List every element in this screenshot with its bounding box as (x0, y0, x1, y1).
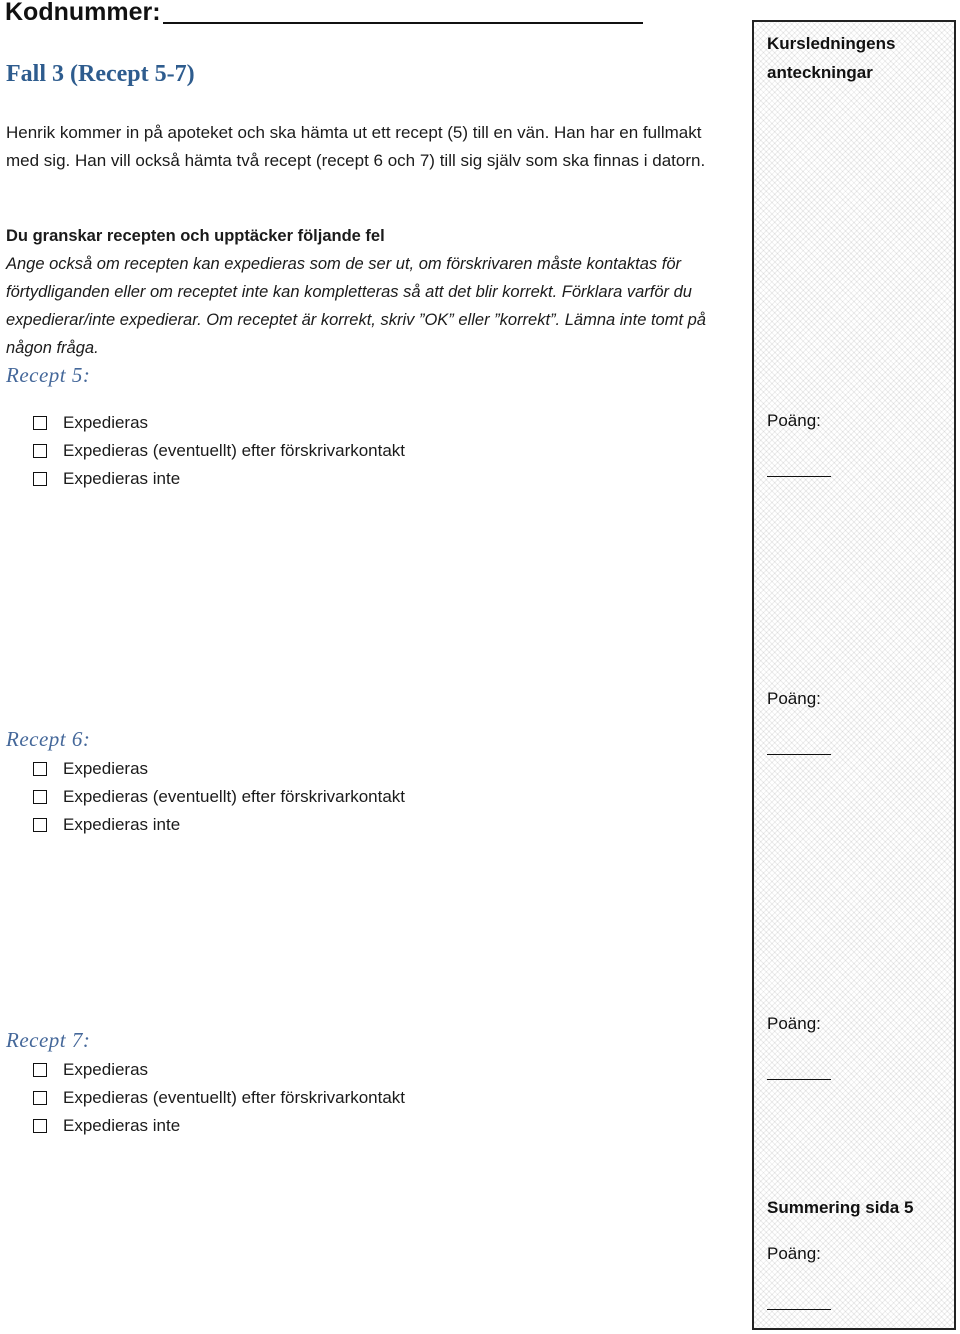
checkbox[interactable] (33, 1063, 47, 1077)
option-expedieras-inte[interactable] (33, 1112, 405, 1140)
option-label: Expedieras inte (63, 1116, 181, 1135)
option-expedieras[interactable] (33, 1056, 405, 1084)
option-expedieras-efter-kontakt[interactable] (33, 783, 405, 811)
option-expedieras-efter-kontakt[interactable] (33, 437, 405, 465)
option-expedieras[interactable] (33, 409, 405, 437)
task-block (6, 222, 741, 362)
points-label: Poäng: (767, 411, 821, 430)
option-expedieras-efter-kontakt[interactable] (33, 1084, 405, 1112)
option-label: Expedieras inte (63, 469, 181, 488)
code-number-label: Kodnummer: (5, 0, 161, 26)
checkbox[interactable] (33, 762, 47, 776)
checkbox[interactable] (33, 1119, 47, 1133)
points-field[interactable] (767, 1309, 831, 1310)
checkbox[interactable] (33, 1091, 47, 1105)
instructor-notes-panel (752, 20, 956, 1330)
points-label: Poäng: (767, 1244, 821, 1263)
checkbox[interactable] (33, 416, 47, 430)
scenario-text: Henrik kommer in på apoteket och ska hämta ut ett recept (5) till en vän. Han har en fullmakt med sig. Han vill också hämta två recept (recept 6 och 7) till sig själv som ska finnas i datorn. (6, 123, 706, 170)
case-heading: Fall 3 (Recept 5-7) (6, 61, 195, 87)
points-field[interactable] (767, 476, 831, 477)
option-label: Expedieras inte (63, 815, 181, 834)
code-number-field[interactable] (163, 22, 643, 24)
recept-6-title: Recept 6: (6, 727, 91, 751)
points-label: Poäng: (767, 1014, 821, 1033)
recept-5-options (33, 409, 405, 493)
points-label: Poäng: (767, 689, 821, 708)
option-label: Expedieras (eventuellt) efter förskrivarkontakt (63, 787, 406, 806)
option-label: Expedieras (63, 413, 149, 432)
task-instructions: Ange också om recepten kan expedieras som de ser ut, om förskrivaren måste kontaktas för förtydliganden eller om receptet inte kan kompletteras så att det blir korrekt. Förklara varför du expedierar/inte expedierar. Om receptet är korrekt, skriv ”OK” eller ”korrekt”. Lämna inte tomt på någon fråga. (6, 255, 706, 357)
option-label: Expedieras (63, 759, 149, 778)
checkbox[interactable] (33, 790, 47, 804)
instructor-notes-title: Kursledningens anteckningar (767, 34, 896, 82)
checkbox[interactable] (33, 472, 47, 486)
option-label: Expedieras (eventuellt) efter förskrivarkontakt (63, 441, 406, 460)
option-expedieras-inte[interactable] (33, 811, 405, 839)
recept-6-options (33, 755, 405, 839)
task-title: Du granskar recepten och upptäcker följande fel (6, 227, 385, 245)
summary-label: Summering sida 5 (767, 1198, 914, 1217)
checkbox[interactable] (33, 818, 47, 832)
recept-5-title: Recept 5: (6, 363, 91, 387)
option-expedieras-inte[interactable] (33, 465, 405, 493)
option-expedieras[interactable] (33, 755, 405, 783)
option-label: Expedieras (eventuellt) efter förskrivarkontakt (63, 1088, 406, 1107)
points-field[interactable] (767, 1079, 831, 1080)
option-label: Expedieras (63, 1060, 149, 1079)
points-field[interactable] (767, 754, 831, 755)
recept-7-options (33, 1056, 405, 1140)
recept-7-title: Recept 7: (6, 1028, 91, 1052)
checkbox[interactable] (33, 444, 47, 458)
